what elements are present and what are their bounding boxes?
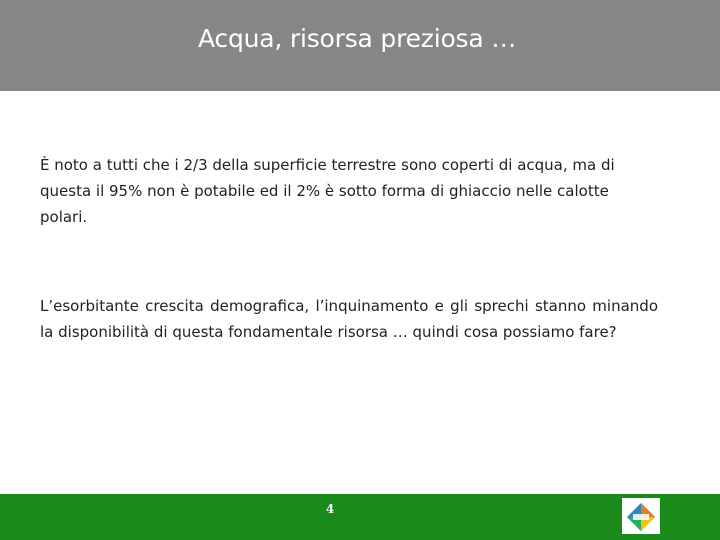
slide-title: Acqua, risorsa preziosa …: [197, 24, 517, 53]
slide-header: [0, 0, 720, 91]
logo-icon: [622, 498, 660, 534]
paragraph-2: L’esorbitante crescita demografica, l’inquinamento e gli sprechi stanno minando la disponibilità di questa fondamentale risorsa … quindi cosa possiamo fare?: [40, 297, 658, 341]
paragraph-1-container: [40, 152, 658, 230]
slide-footer: [0, 494, 720, 540]
page-number: 4: [325, 502, 335, 516]
paragraph-2-container: [40, 293, 658, 345]
paragraph-1: È noto a tutti che i 2/3 della superficie terrestre sono coperti di acqua, ma di questa il 95% non è potabile ed il 2% è sotto forma di ghiaccio nelle calotte polari.: [40, 156, 615, 226]
